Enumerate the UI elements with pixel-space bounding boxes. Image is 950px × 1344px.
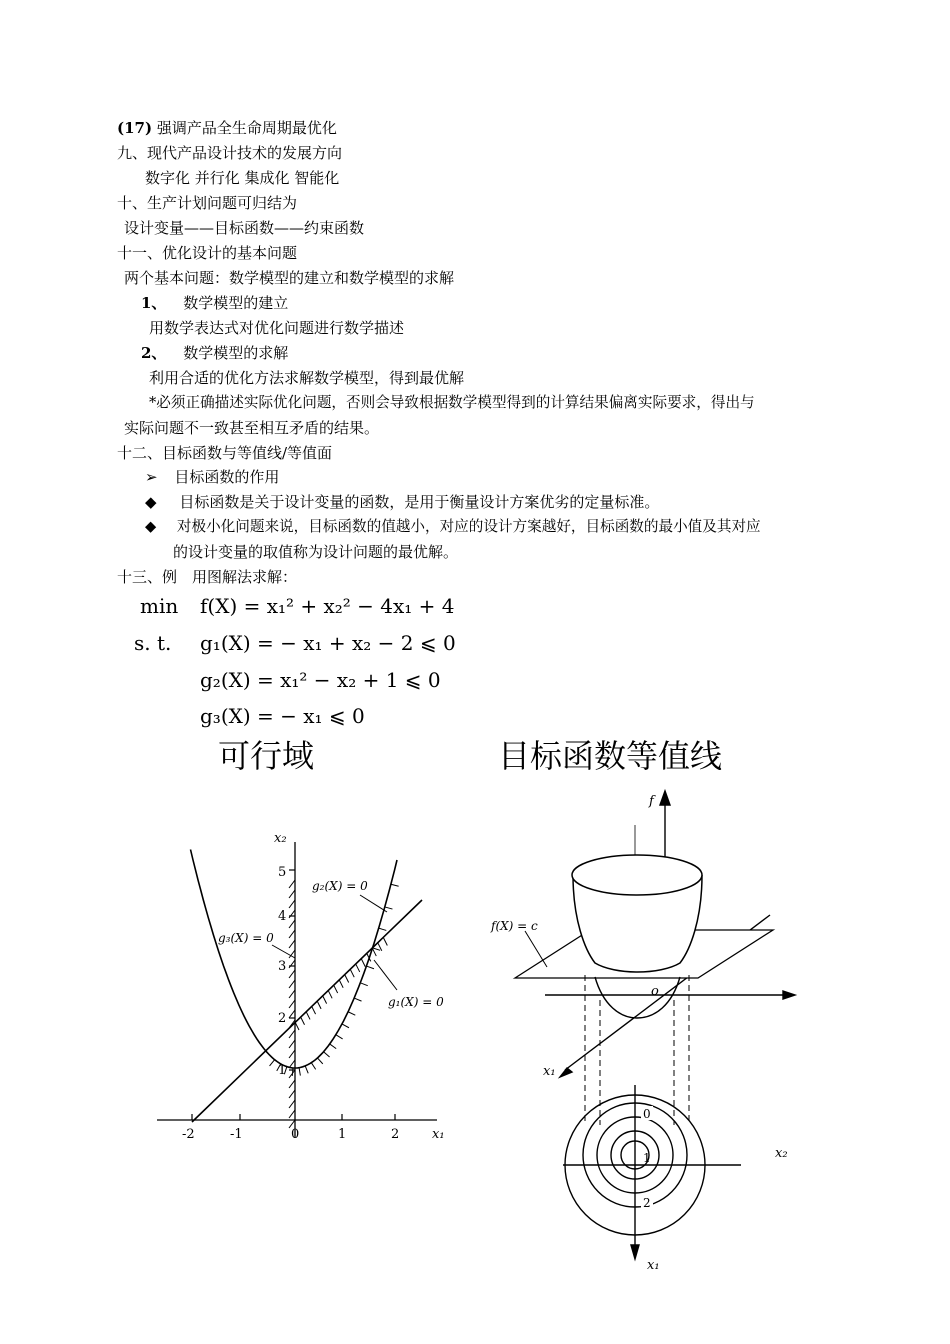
y-tick-label: 3 (278, 959, 287, 974)
contour-x1-arrow-icon (631, 1245, 639, 1259)
constraint-g1: g₁(X) = − x₁ + x₂ − 2 ⩽ 0 (200, 631, 456, 655)
subitem-number: 2、 (141, 344, 167, 362)
y-tick-label: 1 (278, 1063, 287, 1078)
constraint-g2: g₂(X) = x₁² − x₂ + 1 ⩽ 0 (200, 668, 441, 692)
item-text: 强调产品全生命周期最优化 (156, 119, 337, 137)
bullet-diamond-item-1 (145, 492, 659, 512)
subitem-number: 1、 (141, 294, 167, 312)
origin-label: o (651, 984, 659, 999)
y-tick-label: 5 (278, 865, 287, 880)
x-tick-label: -2 (182, 1127, 195, 1142)
subitem-1-desc: 用数学表达式对优化问题进行数学描述 (149, 319, 405, 337)
st-label: s. t. (134, 631, 172, 655)
bullet-text: 目标函数的作用 (174, 468, 280, 486)
x1-axis-arrow-icon (560, 1068, 572, 1077)
design-chain: 设计变量——目标函数——约束函数 (124, 219, 365, 237)
caption-feasible-region: 可行域 (218, 737, 315, 775)
bullet-text: 目标函数是关于设计变量的函数，是用于衡量设计方案优劣的定量标准。 (179, 493, 660, 511)
x-tick-label: 0 (291, 1127, 300, 1142)
g1-label: g₁(X) = 0 (388, 995, 444, 1009)
bullet-diamond-item-2 (145, 517, 761, 537)
bullet-text: 对极小化问题来说，目标函数的值越小，对应的设计方案越好，目标函数的最小值及其对应 (176, 518, 761, 535)
x-tick-label: 2 (391, 1127, 400, 1142)
contour-label-0: 0 (643, 1107, 651, 1121)
trend-list: 数字化 并行化 集成化 智能化 (145, 169, 340, 187)
heading-13: 十三、例 用图解法求解： (117, 568, 298, 586)
x2-axis-label: x₂ (274, 831, 287, 846)
note-line-2: 实际问题不一致甚至相互矛盾的结果。 (124, 419, 380, 437)
bullet-continuation: 的设计变量的取值称为设计问题的最优解。 (173, 543, 459, 561)
subitem-1 (141, 293, 288, 313)
item-number: (17) (117, 119, 153, 137)
contour-label-2: 2 (643, 1196, 651, 1210)
subitem-2-desc: 利用合适的优化方法求解数学模型，得到最优解 (149, 369, 465, 387)
surface-bottom (595, 977, 680, 1018)
bullet-arrow-item (145, 467, 279, 487)
contour-label-1: 1 (643, 1151, 651, 1165)
g2-label: g₂(X) = 0 (312, 879, 368, 893)
plane-label-leader (525, 931, 547, 967)
min-label: min (140, 594, 179, 618)
g2-hatching (270, 884, 399, 1076)
heading-9: 九、现代产品设计技术的发展方向 (117, 144, 343, 162)
x1-bottom-label: x₁ (647, 1258, 660, 1273)
g2-leader-line (360, 895, 387, 912)
heading-10: 十、生产计划问题可归结为 (117, 194, 298, 212)
x-tick-label: -1 (230, 1127, 243, 1142)
g3-hatching (289, 880, 295, 1128)
y-tick-label: 2 (278, 1011, 287, 1026)
g1-hatching (295, 938, 387, 1030)
y-ticks (289, 870, 295, 1070)
f-axis-label: f (649, 794, 654, 809)
feasible-region-diagram (152, 820, 452, 1150)
surface-rim (572, 855, 702, 895)
subitem-text: 数学模型的建立 (183, 294, 289, 312)
diamond-bullet-icon: ◆ (145, 518, 157, 535)
x1-label: x₁ (543, 1064, 556, 1079)
note-line-1: *必须正确描述实际优化问题，否则会导致根据数学模型得到的计算结果偏离实际要求，得出与 (149, 394, 755, 411)
caption-contour-lines: 目标函数等值线 (498, 737, 723, 775)
x2-axis-arrow-icon (783, 991, 795, 999)
x1-axis-label: x₁ (432, 1127, 445, 1142)
g3-leader-line (272, 945, 295, 958)
g3-label: g₃(X) = 0 (218, 931, 274, 945)
subitem-text: 数学模型的求解 (183, 344, 289, 362)
basic-problems: 两个基本问题：数学模型的建立和数学模型的求解 (124, 269, 455, 287)
item-17 (117, 118, 337, 138)
heading-11: 十一、优化设计的基本问题 (117, 244, 298, 262)
arrow-bullet-icon: ➢ (145, 468, 158, 486)
subitem-2 (141, 343, 288, 363)
heading-12: 十二、目标函数与等值线/等值面 (117, 444, 333, 462)
objective-equation: f(X) = x₁² + x₂² − 4x₁ + 4 (200, 594, 455, 618)
plane-label: f(X) = c (491, 919, 538, 933)
objective-contour-diagram (485, 785, 815, 1275)
f-axis-arrow-icon (660, 791, 670, 805)
x-ticks (192, 1114, 395, 1120)
y-tick-label: 4 (278, 909, 287, 924)
diamond-bullet-icon: ◆ (145, 493, 157, 511)
x-tick-label: 1 (338, 1127, 347, 1142)
constraint-g3: g₃(X) = − x₁ ⩽ 0 (200, 704, 365, 728)
x2-label: x₂ (775, 1146, 788, 1161)
g1-leader-line (374, 960, 397, 990)
